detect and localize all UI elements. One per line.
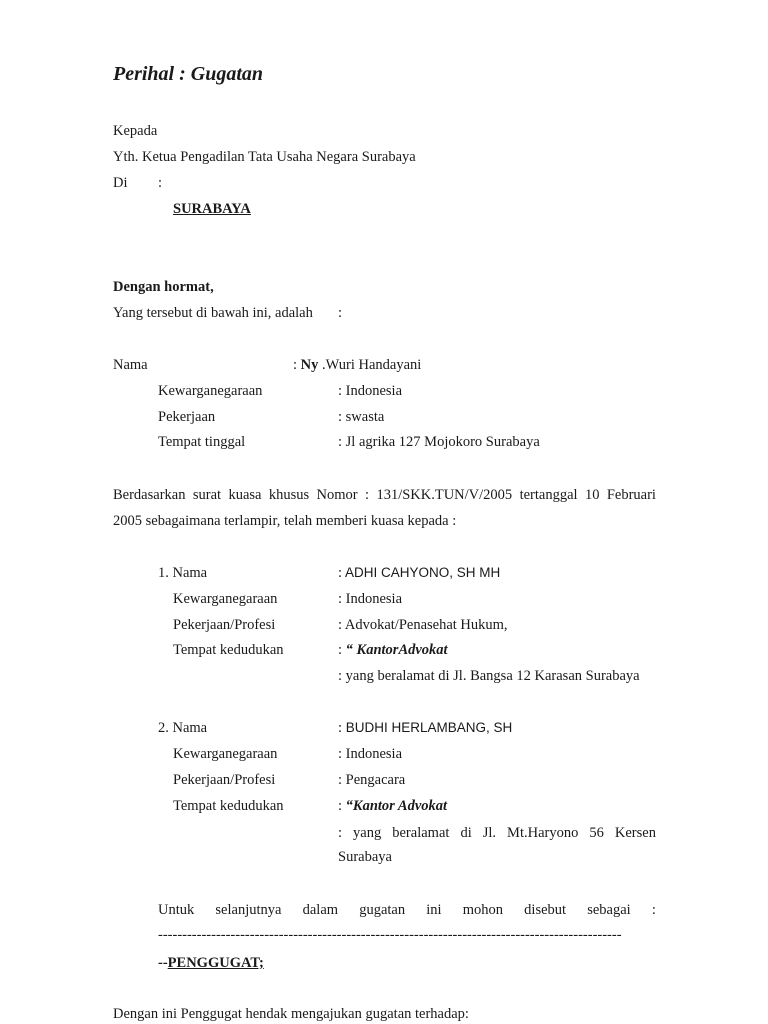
lawyer-1-alamat: : yang beralamat di Jl. Bangsa 12 Karasan Surabaya (338, 668, 640, 684)
lawyer-2-pekerjaan-label: Pekerjaan/Profesi (173, 772, 276, 788)
lawyer-1-kewarganegaraan-value: : Indonesia (338, 591, 403, 607)
address-di-colon: : (158, 175, 163, 191)
lawyer-2-tempat-label: Tempat kedudukan (173, 798, 284, 814)
greeting: Dengan hormat, (113, 279, 214, 295)
lawyer-2-kewarganegaraan-value: : Indonesia (338, 746, 403, 762)
address-di-label: Di (113, 175, 128, 191)
address-city: SURABAYA (173, 201, 251, 217)
kuasa-line-2: 2005 sebagaimana terlampir, telah memberi kuasa kepada : (113, 513, 457, 529)
party-name-label: Nama (113, 357, 148, 373)
party-tempat-value: : Jl agrika 127 Mojokoro Surabaya (338, 434, 540, 450)
final-line: Dengan ini Penggugat hendak mengajukan gugatan terhadap: (113, 1006, 469, 1022)
intro-colon: : (338, 305, 343, 321)
lawyer-1-tempat-value: : “ KantorAdvokat (338, 642, 448, 658)
lawyer-1-pekerjaan-value: : Advokat/Penasehat Hukum, (338, 617, 508, 633)
lawyer-1-name-value: : ADHI CAHYONO, SH MH (338, 565, 501, 581)
lawyer-1-name-label: 1. Nama (158, 565, 208, 581)
party-tempat-label: Tempat tinggal (158, 434, 246, 450)
lawyer-2-tempat-value: : “Kantor Advokat (338, 798, 448, 814)
lawyer-2-alamat-line-1: : yang beralamat di Jl. Mt.Haryono 56 Kersen (338, 825, 656, 841)
document-title: Perihal : Gugatan (113, 63, 264, 85)
lawyer-1-pekerjaan-label: Pekerjaan/Profesi (173, 617, 276, 633)
lawyer-2-name-value: : BUDHI HERLAMBANG, SH (338, 720, 513, 736)
lawyer-2-name-label: 2. Nama (158, 720, 208, 736)
party-pekerjaan-label: Pekerjaan (158, 409, 216, 425)
lawyer-1-kewarganegaraan-label: Kewarganegaraan (173, 591, 278, 607)
lawyer-2-kewarganegaraan-label: Kewarganegaraan (173, 746, 278, 762)
dash-line: ------------------------------------------------------------------------------------------------ (158, 927, 622, 943)
party-name-value: : Ny .Wuri Handayani (293, 357, 422, 373)
lawyer-1-tempat-label: Tempat kedudukan (173, 642, 284, 658)
penggugat-label: --PENGGUGAT; (158, 955, 264, 971)
lawyer-2-pekerjaan-value: : Pengacara (338, 772, 406, 788)
kuasa-line-1: Berdasarkan surat kuasa khusus Nomor : 131/SKK.TUN/V/2005 tertanggal 10 Februari (113, 487, 656, 503)
party-pekerjaan-value: : swasta (338, 409, 385, 425)
lawyer-2-alamat-line-2: Surabaya (338, 849, 392, 865)
intro-label: Yang tersebut di bawah ini, adalah (113, 305, 313, 321)
party-kewarganegaraan-value: : Indonesia (338, 383, 403, 399)
closing-line: Untuk selanjutnya dalam gugatan ini mohon disebut sebagai : (158, 902, 656, 918)
address-kepada: Kepada (113, 123, 158, 139)
party-kewarganegaraan-label: Kewarganegaraan (158, 383, 263, 399)
address-recipient: Yth. Ketua Pengadilan Tata Usaha Negara Surabaya (113, 149, 416, 165)
